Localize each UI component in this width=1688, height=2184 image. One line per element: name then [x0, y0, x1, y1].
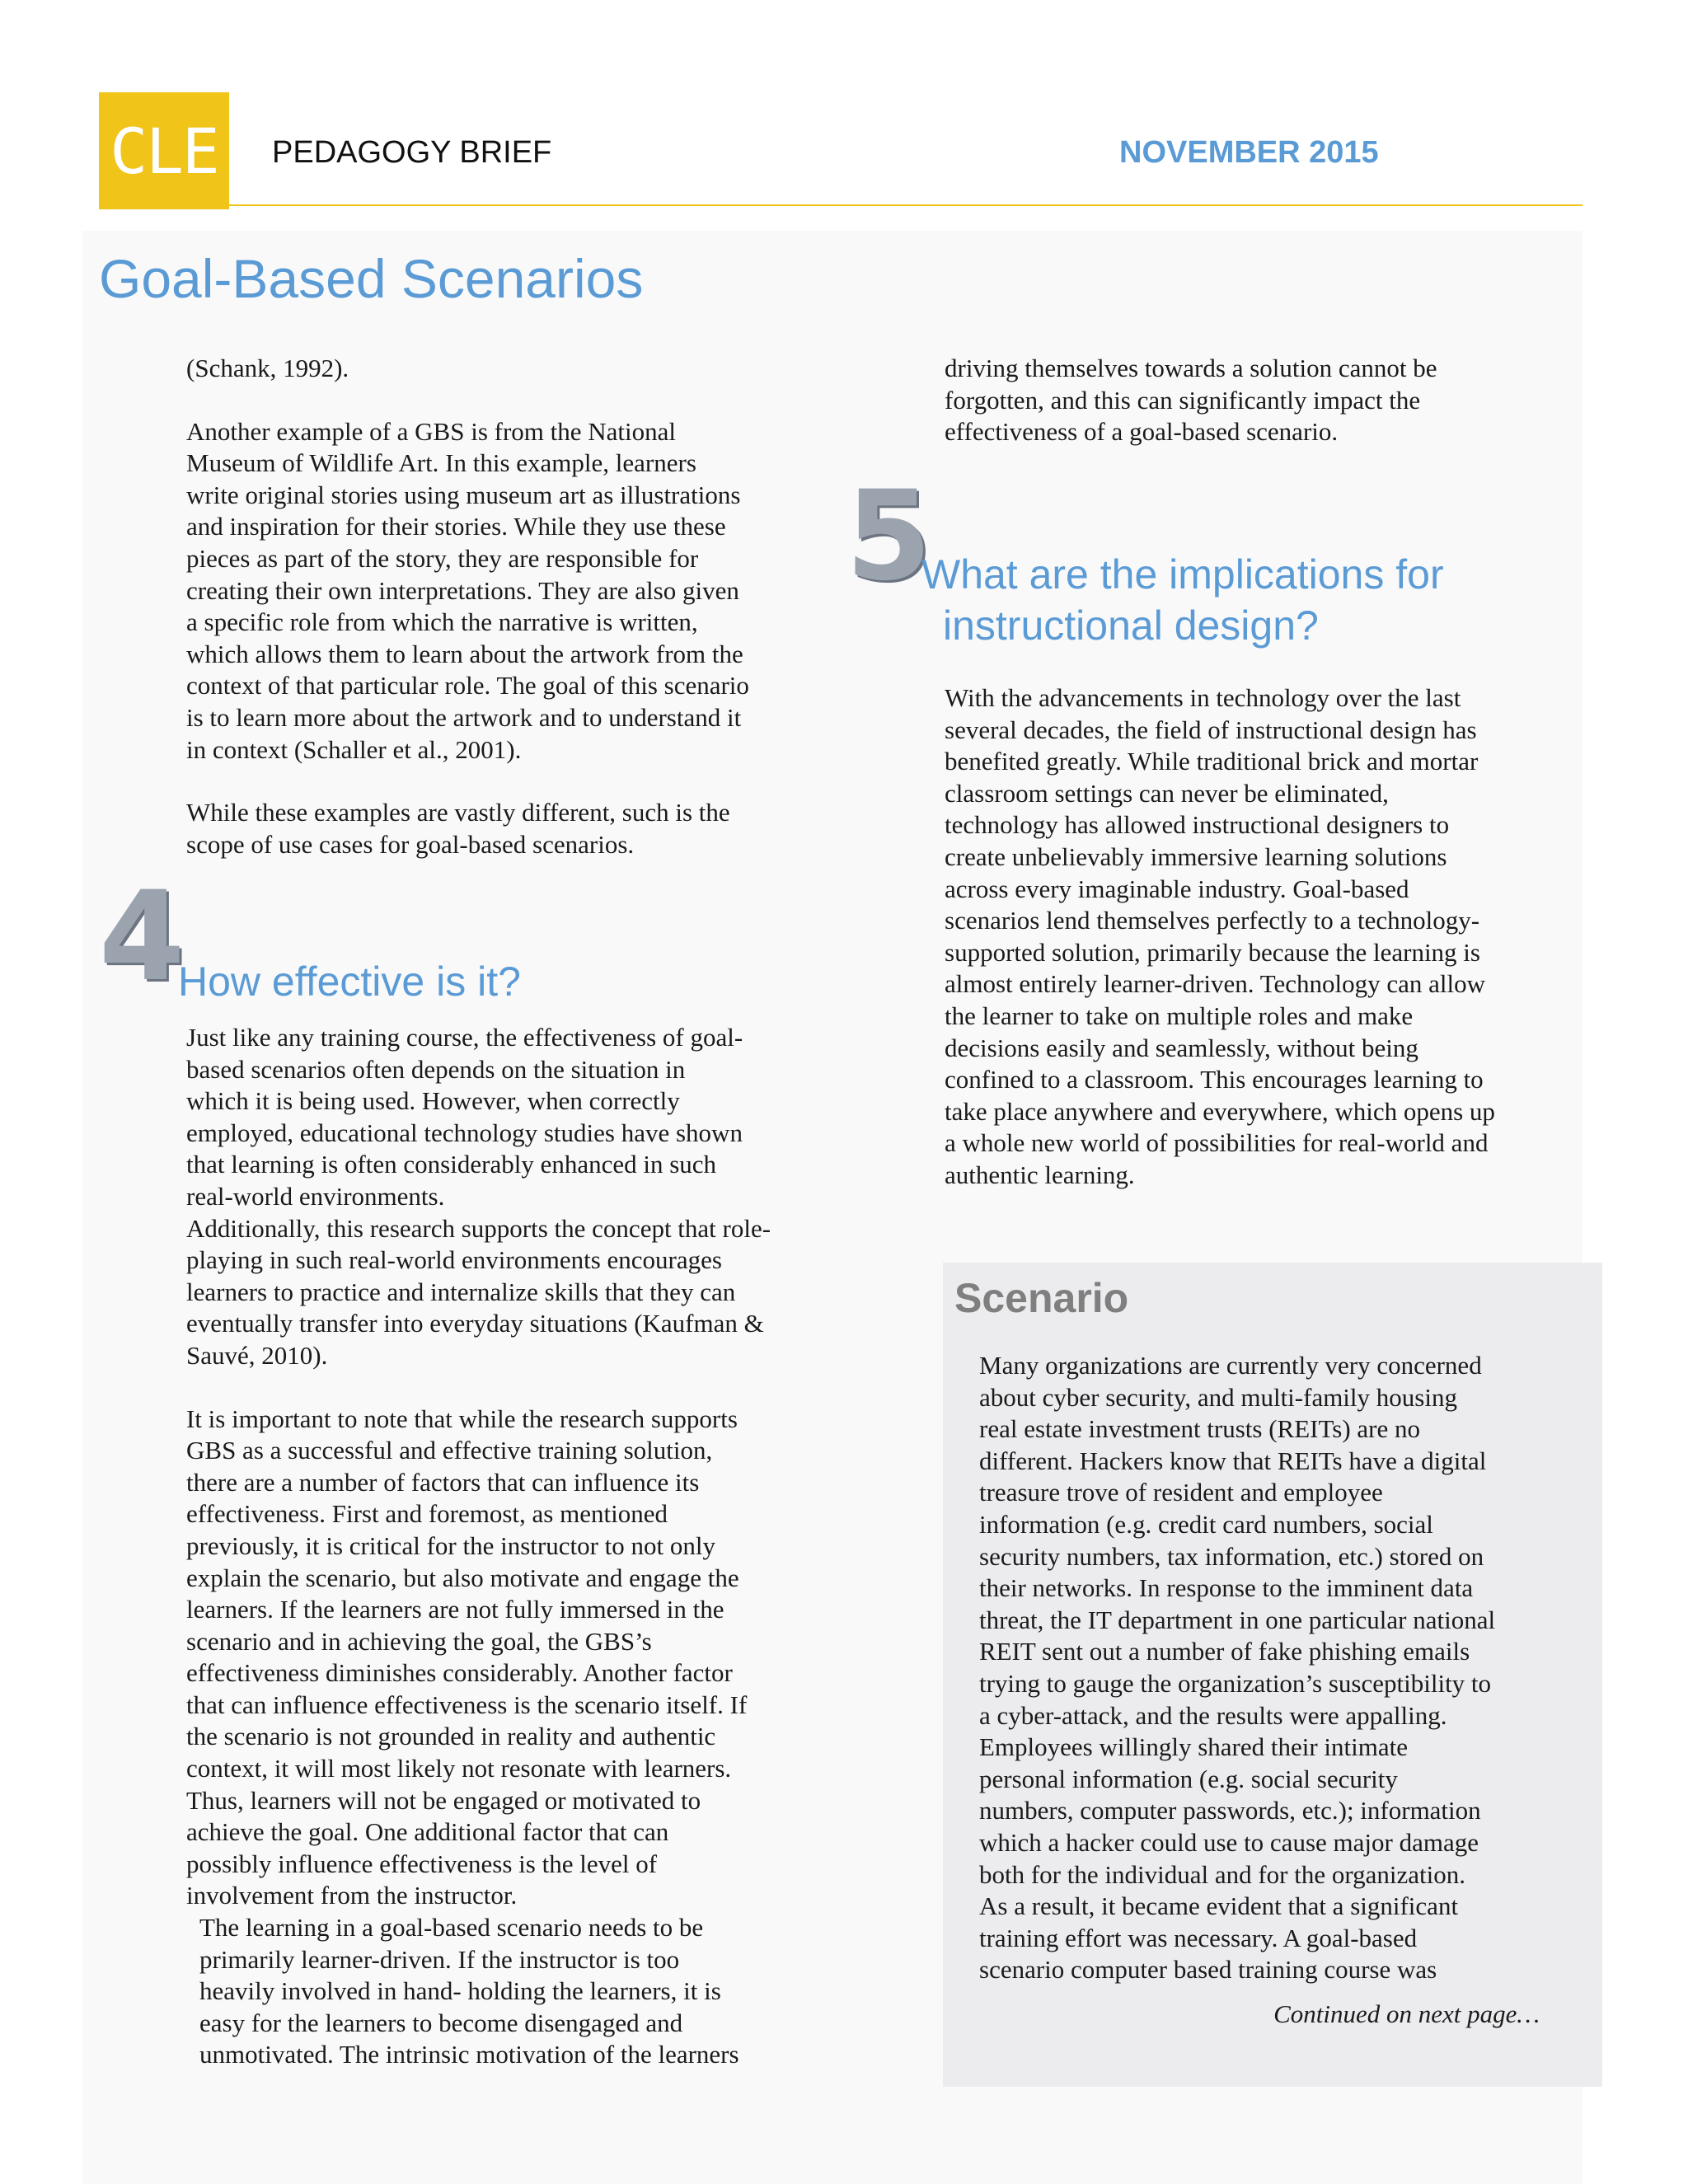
section-4-heading: How effective is it?	[178, 958, 521, 1005]
text-line: trying to gauge the organization’s susceptibility to	[979, 1668, 1492, 1698]
text-line: Additionally, this research supports the concept that role-	[186, 1213, 771, 1243]
text-line: eventually transfer into everyday situations (Kaufman &	[186, 1309, 764, 1338]
text-line: involvement from the instructor.	[186, 1881, 518, 1910]
text-line: pieces as part of the story, they are responsible for	[186, 543, 699, 573]
text-line: a whole new world of possibilities for real-world and	[945, 1128, 1489, 1158]
text-line: that can influence effectiveness is the scenario itself. If	[186, 1690, 748, 1719]
text-line: which allows them to learn about the artwork from the	[186, 639, 743, 668]
text-line: a specific role from which the narrative is written,	[186, 607, 698, 637]
text-line: Many organizations are currently very concerned	[979, 1351, 1482, 1380]
paragraph	[186, 1912, 829, 2071]
paragraph	[186, 1022, 829, 1372]
text-line: GBS as a successful and effective training solution,	[186, 1436, 713, 1465]
page-title: Goal-Based Scenarios	[99, 248, 644, 309]
text-line: unmotivated. The intrinsic motivation of the learners	[199, 2040, 739, 2069]
issue-date: NOVEMBER 2015	[1119, 135, 1379, 170]
brief-label: PEDAGOGY BRIEF	[272, 135, 552, 170]
text-line: which a hacker could use to cause major damage	[979, 1827, 1479, 1857]
text-line: It is important to note that while the research supports	[186, 1404, 738, 1433]
text-line: and inspiration for their stories. While they use these	[186, 512, 726, 541]
text-line: employed, educational technology studies have shown	[186, 1118, 743, 1147]
text-line: real-world environments.	[186, 1181, 445, 1211]
text-line: confined to a classroom. This encourages learning to	[945, 1065, 1484, 1094]
paragraph	[186, 1404, 829, 1913]
header-divider	[99, 204, 1582, 206]
text-line: With the advancements in technology over the last	[945, 683, 1461, 712]
section-5-heading	[921, 549, 1444, 651]
left-column	[186, 353, 829, 860]
text-line: create unbelievably immersive learning solutions	[945, 841, 1447, 871]
text-line: creating their own interpretations. They are also given	[186, 575, 739, 605]
paragraph	[186, 353, 829, 385]
text-line: Museum of Wildlife Art. In this example, learners	[186, 448, 696, 478]
text-line: the scenario is not grounded in reality and authentic	[186, 1722, 716, 1751]
section-5-heading-line-1: What are the implications for	[921, 551, 1444, 598]
text-line: the learner to take on multiple roles and make	[945, 1001, 1414, 1030]
text-line: previously, it is critical for the instructor to not only	[186, 1530, 715, 1560]
section-5-heading-line-2: instructional design?	[943, 602, 1319, 649]
scenario-heading: Scenario	[954, 1275, 1129, 1321]
text-line: benefited greatly. While traditional brick and mortar	[945, 747, 1479, 776]
text-line: almost entirely learner-driven. Technology can allow	[945, 969, 1486, 999]
text-line: security numbers, tax information, etc.) stored on	[979, 1541, 1484, 1571]
paragraph	[186, 416, 829, 766]
text-line: real estate investment trusts (REITs) are no	[979, 1414, 1420, 1444]
section-5-number: 5	[846, 465, 932, 608]
text-line: Sauvé, 2010).	[186, 1340, 328, 1370]
text-line: As a result, it became evident that a significant	[979, 1891, 1459, 1921]
text-line: authentic learning.	[945, 1160, 1135, 1189]
text-line: learners. If the learners are not fully immersed in the	[186, 1595, 724, 1624]
text-line: Thus, learners will not be engaged or motivated to	[186, 1785, 701, 1815]
left-column-section-4	[186, 1022, 829, 2071]
logo-text: CLE	[110, 114, 218, 188]
text-line: Another example of a GBS is from the National	[186, 416, 677, 446]
text-line: scenario computer based training course was	[979, 1955, 1437, 1985]
continued-note: Continued on next page…	[1273, 1999, 1540, 2028]
right-column-section-5	[945, 682, 1554, 1192]
cle-logo	[99, 92, 229, 209]
text-line: supported solution, primarily because the learning is	[945, 937, 1480, 967]
text-line: The learning in a goal-based scenario needs to be	[199, 1913, 704, 1943]
text-line: both for the individual and for the organization.	[979, 1859, 1465, 1889]
text-line: explain the scenario, but also motivate and engage the	[186, 1563, 739, 1592]
text-line: REIT sent out a number of fake phishing emails	[979, 1637, 1470, 1666]
text-line: different. Hackers know that REITs have a digital	[979, 1446, 1487, 1475]
paragraph	[945, 682, 1554, 1192]
text-line: effectiveness diminishes considerably. Another factor	[186, 1658, 733, 1688]
text-line: effectiveness of a goal-based scenario.	[945, 417, 1339, 447]
paragraph	[186, 797, 829, 860]
text-line: effectiveness. First and foremost, as mentioned	[186, 1499, 668, 1529]
section-4-number: 4	[99, 865, 185, 1009]
right-column	[945, 353, 1554, 448]
text-line: in context (Schaller et al., 2001).	[186, 734, 522, 764]
text-line: Just like any training course, the effectiveness of goal-	[186, 1023, 743, 1052]
paragraph	[945, 353, 1554, 448]
text-line: that learning is often considerably enhanced in such	[186, 1150, 717, 1179]
text-line: training effort was necessary. A goal-based	[979, 1923, 1418, 1952]
text-line: treasure trove of resident and employee	[979, 1478, 1383, 1507]
text-line: scenarios lend themselves perfectly to a technology-	[945, 906, 1480, 935]
text-line: classroom settings can never be eliminated,	[945, 778, 1389, 808]
text-line: driving themselves towards a solution cannot be	[945, 354, 1437, 382]
text-line: forgotten, and this can significantly impact the	[945, 385, 1421, 415]
text-line: write original stories using museum art as illustrations	[186, 480, 741, 509]
text-line: there are a number of factors that can influence its	[186, 1467, 700, 1497]
text-line: numbers, computer passwords, etc.); information	[979, 1796, 1481, 1825]
text-line: their networks. In response to the imminent data	[979, 1573, 1474, 1603]
text-line: Employees willingly shared their intimate	[979, 1732, 1408, 1762]
text-line: is to learn more about the artwork and to understand it	[186, 702, 742, 732]
text-line: several decades, the field of instructional design has	[945, 715, 1477, 744]
scenario-body	[979, 1350, 1573, 1986]
text-line: threat, the IT department in one particular national	[979, 1605, 1496, 1634]
text-line: take place anywhere and everywhere, which opens up	[945, 1096, 1495, 1126]
text-line: about cyber security, and multi-family housing	[979, 1382, 1457, 1412]
text-line: possibly influence effectiveness is the level of	[186, 1849, 658, 1878]
text-line: playing in such real-world environments encourages	[186, 1245, 722, 1275]
paragraph	[979, 1350, 1573, 1986]
text-line: a cyber-attack, and the results were appalling.	[979, 1700, 1447, 1730]
text-line: context, it will most likely not resonate with learners.	[186, 1754, 732, 1783]
text-line: context of that particular role. The goal of this scenario	[186, 671, 749, 701]
text-line: primarily learner-driven. If the instructor is too	[199, 1944, 680, 1974]
text-line: easy for the learners to become disengaged and	[199, 2008, 683, 2037]
text-line: personal information (e.g. social security	[979, 1764, 1398, 1793]
text-line: technology has allowed instructional designers to	[945, 810, 1450, 840]
text-line: learners to practice and internalize skills that they can	[186, 1277, 736, 1306]
text-line: scope of use cases for goal-based scenarios.	[186, 829, 635, 859]
text-line: achieve the goal. One additional factor that can	[186, 1817, 669, 1847]
text-line: across every imaginable industry. Goal-based	[945, 874, 1409, 903]
text-line: While these examples are vastly different, such is the	[186, 798, 730, 827]
text-line: information (e.g. credit card numbers, social	[979, 1509, 1433, 1539]
text-line: heavily involved in hand- holding the learners, it is	[199, 1976, 721, 2006]
text-line: based scenarios often depends on the situation in	[186, 1054, 686, 1084]
text-line: decisions easily and seamlessly, without being	[945, 1033, 1418, 1062]
text-line: (Schank, 1992).	[186, 354, 349, 382]
text-line: scenario and in achieving the goal, the GBS’s	[186, 1626, 652, 1656]
text-line: which it is being used. However, when correctly	[186, 1086, 680, 1116]
